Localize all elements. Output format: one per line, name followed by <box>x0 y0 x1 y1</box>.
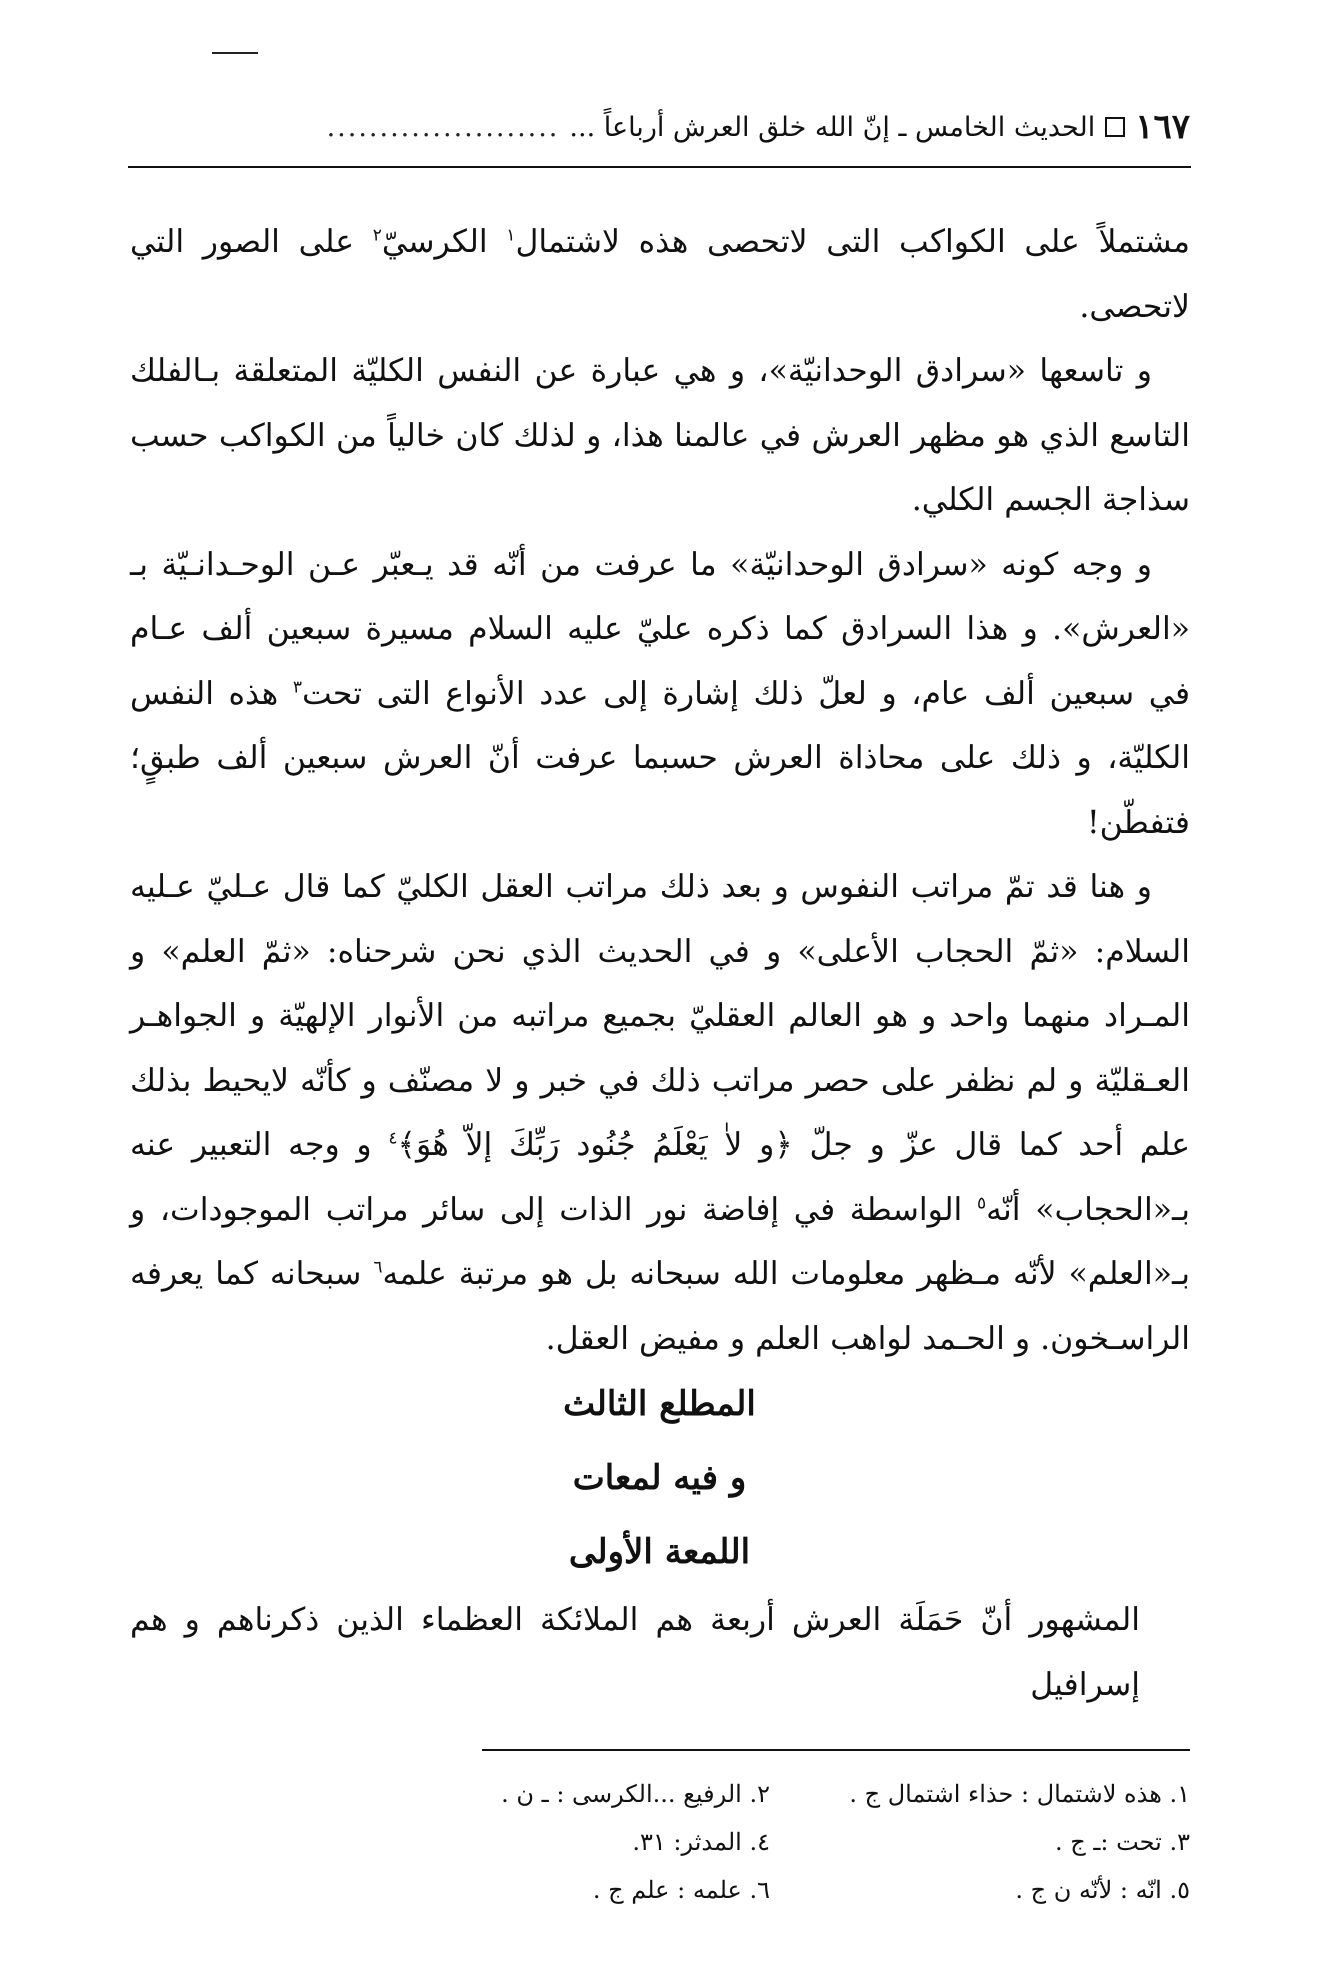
paragraph-3: و وجه كونه «سرادق الوحدانيّة» ما عرفت من أنّه قد يـعبّر عـن الوحـدانـيّة بـ «العرش». و هذا السرادق كما ذكره عليّ عليه السلام مسيرة سبعين ألف عـام في سبعين ألف عام، و لعلّ ذلك إشارة إلى عدد الأنواع التى تحت$^٣$ هذه النفس الكليّة، و ذلك على محاذاة العرش حسبما عرفت أنّ العرش سبعين ألف طبقٍ؛ فتفطّن! <box>130 546 1191 841</box>
footnote-rule <box>482 1749 1190 1751</box>
header-rule <box>128 166 1191 168</box>
footnotes <box>360 1770 1190 1914</box>
paragraph-5: المشهور أنّ حَمَلَة العرش أربعة هم الملائكة العظماء الذين ذكرناهم و هم إسرافيل <box>130 1602 1140 1703</box>
footnote-ref-3: ٣ <box>292 677 302 697</box>
footnote-3: ٣. تحت :ـ ج . <box>1054 1828 1190 1856</box>
running-header <box>130 104 1190 150</box>
body-text <box>130 210 1190 1371</box>
header-dots: ...................... <box>326 111 560 143</box>
top-dash-mark <box>212 52 258 54</box>
section-heading-matla: المطلع الثالث <box>563 1384 756 1424</box>
header-box-ornament <box>1105 117 1125 137</box>
section-heading-lumaa: اللمعة الأولى <box>568 1532 751 1572</box>
footnote-ref-4: ٤ <box>388 1128 398 1149</box>
header-title: الحديث الخامس ـ إنّ الله خلق العرش أرباعاً ... <box>569 111 1096 143</box>
page-number: ١٦٧ <box>1135 107 1190 147</box>
paragraph-1: مشتملاً على الكواكب التى لاتحصى هذه لاشتمال$^١$ الكرسيّ$^٢$ على الصور التي لاتحصى. <box>130 224 1190 325</box>
footnote-1: ١. هذه لاشتمال : حذاء اشتمال ج . <box>849 1780 1190 1808</box>
section-subheading: و فيه لمعات <box>572 1458 747 1498</box>
footnote-4: ٤. المدثر: ٣١. <box>632 1828 770 1856</box>
footnote-2: ٢. الرفيع ...الكرسى : ـ ن . <box>501 1780 770 1808</box>
footnote-ref-1: ١ <box>506 225 516 246</box>
footnote-5: ٥. انّه : لأنّه ن ج . <box>1015 1876 1190 1904</box>
footnote-ref-6: ٦ <box>373 1257 383 1278</box>
footnote-ref-2: ٢ <box>372 225 382 246</box>
footnote-6: ٦. علمه : علم ج . <box>592 1876 770 1904</box>
footnote-ref-5: ٥ <box>976 1193 987 1213</box>
paragraph-4: و هنا قد تمّ مراتب النفوس و بعد ذلك مراتب العقل الكليّ كما قال عـليّ عـليه السلام: «ثمّ الحجاب الأعلى» و في الحديث الذي نحن شرحناه: «ثمّ العلم» و المـراد منهما واحد و هو العالم العقليّ بجميع مراتبه من الأنوار الإلهيّة و الجواهـر العـقليّة و لم نظفر على حصر مراتب ذلك في خبر و لا مصنّف و كأنّه لايحيط بذلك علم أحد كما قال عزّ و جلّ ﴿و لاٰ يَعْلَمُ جُنُود رَبِّكَ إلاّ هُوَ﴾$^٤$ و وجه التعبير عنه بـ«الحجاب» أنّه$^٥$ الواسطة في إفاضة نور الذات إلى سائر مراتب الموجودات، و بـ«العلم» لأنّه مـظهر معلومات الله سبحانه بل هو مرتبة علمه$^٦$ سبحانه كما يعرفه الراسـخون. و الحـمد لواهب العلم و مفيض العقل. <box>130 869 1190 1357</box>
paragraph-2: و تاسعها «سرادق الوحدانيّة»، و هي عبارة عن النفس الكليّة المتعلقة بـالفلك التاسع الذي هو مظهر العرش في عالمنا هذا، و لذلك كان خالياً من الكواكب حسب سذاجة الجسم الكلي. <box>130 353 1190 518</box>
